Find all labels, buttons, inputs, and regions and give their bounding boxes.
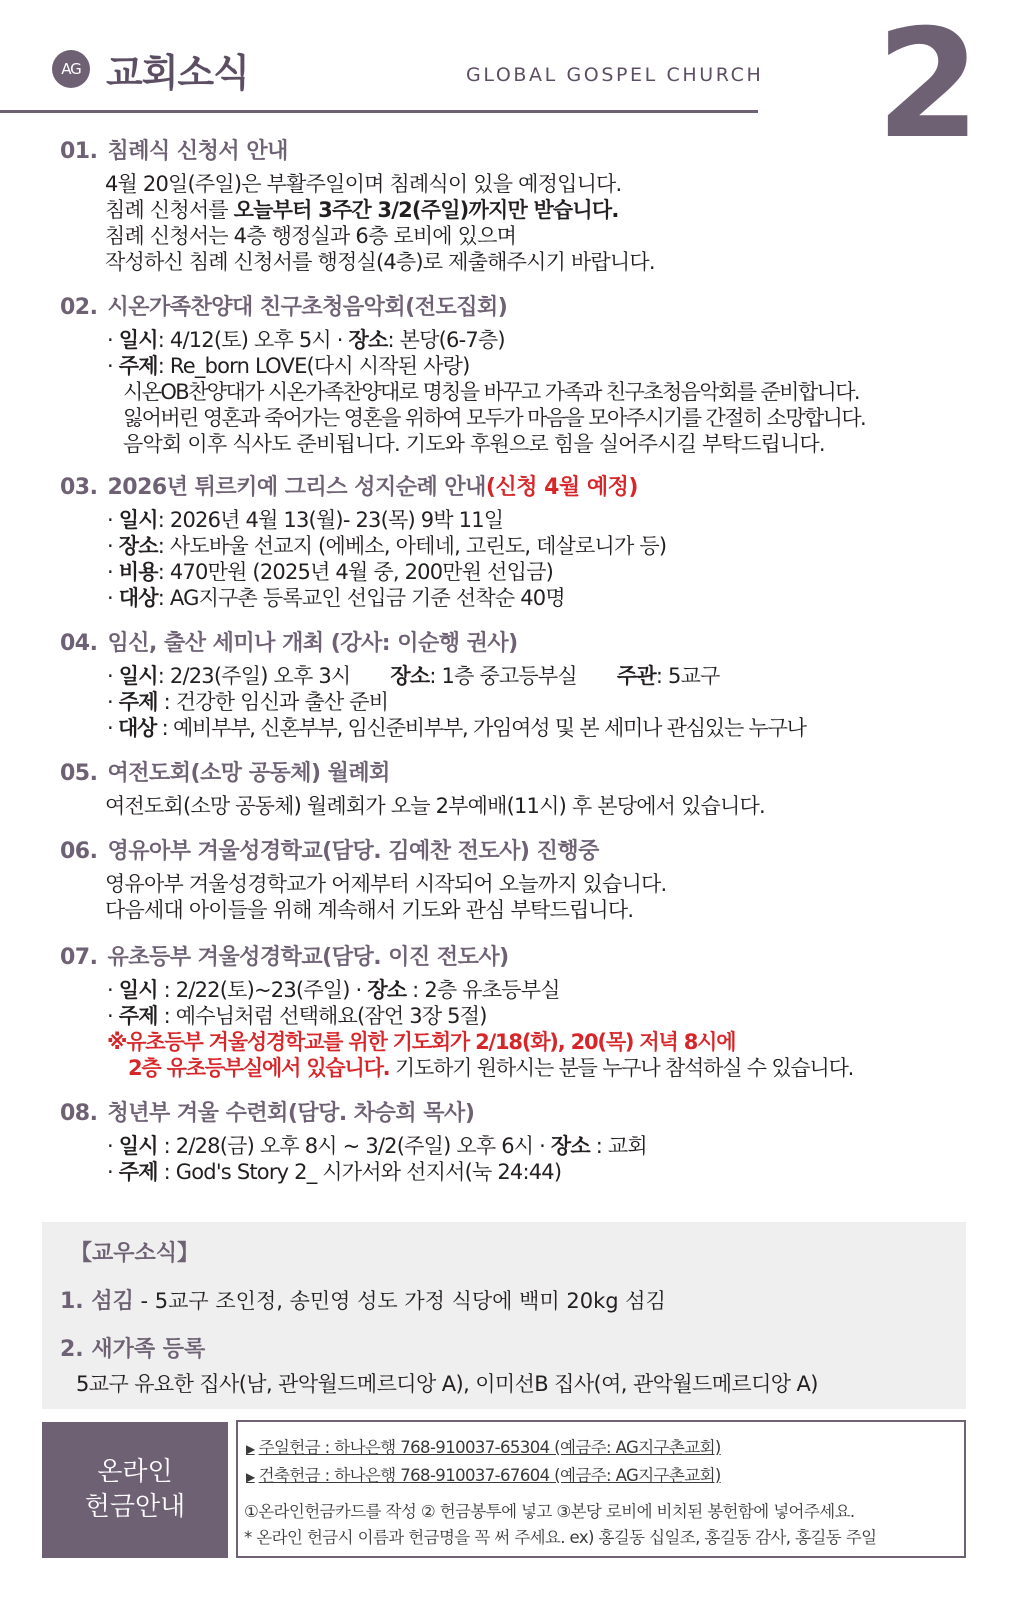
bold-text: 일시	[118, 1134, 158, 1158]
text-span: : 예비부부, 신혼부부, 임신준비부부, 가임여성 및 본 세미나 관심있는 누구나	[156, 716, 806, 740]
section-number: 01.	[60, 139, 98, 164]
section-line: 음악회 이후 식사도 준비됩니다. 기도와 후원으로 힘을 실어주시길 부탁드립니다.	[123, 432, 825, 456]
section-line: · 일시 : 2/28(금) 오후 8시 ~ 3/2(주일) 오후 6시 · 장소 : 교회	[107, 1134, 647, 1158]
text-span: : 470만원 (2025년 4월 중, 200만원 선입금)	[157, 560, 553, 584]
member-news-text: 5교구 유요한 집사(남, 관악월드메르디앙 A), 이미선B 집사(여, 관악월드메르디앙 A)	[76, 1372, 818, 1396]
text-span: : Re_born LOVE(다시 시작된 사랑)	[157, 354, 470, 378]
text-span: : AG지구촌 등록교인 선입금 기준 선착순 40명	[157, 586, 565, 610]
section-number: 07.	[60, 945, 98, 970]
section-line: · 대상: AG지구촌 등록교인 선입금 기준 선착순 40명	[107, 586, 565, 610]
section-heading-03	[60, 470, 638, 501]
church-logo: AG	[52, 50, 90, 88]
section-title: 영유아부 겨울성경학교(담당. 김예찬 전도사) 진행중	[107, 839, 599, 864]
member-news-title: 【교우소식】	[70, 1241, 200, 1266]
text-span: : 예수님처럼 선택해요(잠언 3장 5절)	[157, 1004, 487, 1028]
bold-text: 장소	[550, 1134, 590, 1158]
bold-text: 일시	[118, 664, 158, 688]
section-line: · 주제 : 예수님처럼 선택해요(잠언 3장 5절)	[107, 1004, 487, 1028]
bold-text: 주제	[118, 690, 158, 714]
bold-text: 장소	[390, 664, 430, 688]
news-heading: 1. 섬김	[60, 1289, 134, 1314]
text-span: : 사도바울 선교지 (에베소, 아테네, 고린도, 데살로니가 등)	[157, 534, 667, 558]
text-span: ·	[107, 354, 119, 378]
member-news-heading: 2. 새가족 등록	[60, 1337, 206, 1362]
text-span: : 1층 중고등부실	[429, 664, 577, 688]
text-span: : 본당(6-7층)	[387, 328, 505, 352]
text-span: : 2/23(주일) 오후 3시	[157, 664, 351, 688]
red-text: 2층 유초등부실에서 있습니다.	[128, 1056, 390, 1080]
text-span: ·	[107, 328, 119, 352]
bold-text: 주관	[616, 664, 656, 688]
text-span: : 2026년 4월 13(월)- 23(목) 9박 11일	[157, 508, 504, 532]
section-number: 06.	[60, 839, 98, 864]
section-line: 4월 20일(주일)은 부활주일이며 침례식이 있을 예정입니다.	[105, 172, 622, 196]
text-span: : 교회	[589, 1134, 647, 1158]
giving-note: * 온라인 헌금시 이름과 헌금명을 꼭 써 주세요. ex) 홍길동 십일조, 홍길동 감사, 홍길동 주일	[244, 1528, 877, 1547]
section-line: 시온OB찬양대가 시온가족찬양대로 명칭을 바꾸고 가족과 친구초청음악회를 준비합니다.	[123, 380, 859, 404]
text-span: : 2층 유초등부실	[406, 978, 560, 1002]
section-line: · 일시 : 2/22(토)~23(주일) · 장소 : 2층 유초등부실	[107, 978, 560, 1002]
bold-text: 주제	[118, 1004, 158, 1028]
section-line: · 주제 : 건강한 임신과 출산 준비	[107, 690, 389, 714]
member-news-item	[60, 1284, 666, 1315]
bold-text: 오늘부터 3주간 3/2(주일)까지만 받습니다.	[233, 198, 619, 222]
bold-text: 비용	[118, 560, 158, 584]
section-number: 02.	[60, 295, 98, 320]
header-divider	[0, 110, 758, 113]
triangle-icon: ▶	[246, 1470, 255, 1484]
section-notice: ※유초등부 겨울성경학교를 위한 기도회가 2/18(화), 20(목) 저녁 8시에	[107, 1030, 736, 1054]
account-line	[246, 1434, 721, 1458]
section-title: 시온가족찬양대 친구초청음악회(전도집회)	[107, 295, 508, 320]
text-span: : 4/12(토) 오후 5시 ·	[157, 328, 349, 352]
bold-text: 주제	[118, 354, 158, 378]
text-span: : 2/28(금) 오후 8시 ~ 3/2(주일) 오후 6시 ·	[157, 1134, 551, 1158]
bold-text: 대상	[118, 586, 158, 610]
text-span: 침례 신청서를	[105, 198, 234, 222]
section-number: 04.	[60, 631, 98, 656]
bold-text: 장소	[348, 328, 388, 352]
section-title: 유초등부 겨울성경학교(담당. 이진 전도사)	[107, 945, 509, 970]
bold-text: 대상	[117, 716, 157, 740]
text-span: : God's Story 2_ 시가서와 선지서(눅 24:44)	[157, 1160, 562, 1184]
section-line: 잃어버린 영혼과 죽어가는 영혼을 위하여 모두가 마음을 모아주시기를 간절히 소망합니다.	[123, 406, 866, 430]
church-name: GLOBAL GOSPEL CHURCH	[466, 64, 764, 86]
giving-note: ①온라인헌금카드를 작성 ② 헌금봉투에 넣고 ③본당 로비에 비치된 봉헌함에 넣어주세요.	[244, 1502, 855, 1521]
section-line: · 주제 : God's Story 2_ 시가서와 선지서(눅 24:44)	[107, 1160, 562, 1184]
section-line: · 비용: 470만원 (2025년 4월 중, 200만원 선입금)	[107, 560, 553, 584]
page-number: 2	[876, 0, 981, 172]
section-number: 03.	[60, 475, 98, 500]
news-text: - 5교구 조인정, 송민영 성도 가정 식당에 백미 20kg 섬김	[133, 1289, 666, 1313]
section-line: 영유아부 겨울성경학교가 어제부터 시작되어 오늘까지 있습니다.	[105, 872, 667, 896]
online-giving-label	[42, 1422, 228, 1558]
section-heading-06	[60, 834, 599, 865]
triangle-icon: ▶	[246, 1442, 255, 1456]
section-title: 청년부 겨울 수련회(담당. 차승희 목사)	[107, 1101, 475, 1126]
account-text: 주일헌금 : 하나은행 768-910037-65304 (예금주: AG지구촌교회)	[258, 1438, 721, 1457]
section-heading-01	[60, 134, 288, 165]
section-line: 침례 신청서는 4층 행정실과 6층 로비에 있으며	[105, 224, 517, 248]
section-title: 2026년 튀르키예 그리스 성지순례 안내	[107, 475, 486, 500]
section-number: 08.	[60, 1101, 98, 1126]
section-line: 여전도회(소망 공동체) 월례회가 오늘 2부예배(11시) 후 본당에서 있습니다.	[105, 794, 765, 818]
section-line: · 일시: 2/23(주일) 오후 3시 장소: 1층 중고등부실 주관: 5교구	[107, 664, 720, 688]
section-heading-07	[60, 940, 509, 971]
section-heading-08	[60, 1096, 474, 1127]
bold-text: 장소	[367, 978, 407, 1002]
section-heading-04	[60, 626, 518, 657]
bold-text: 일시	[118, 978, 158, 1002]
text-span: : 건강한 임신과 출산 준비	[157, 690, 389, 714]
section-title: 침례식 신청서 안내	[107, 139, 288, 164]
bold-text: 일시	[118, 328, 158, 352]
section-line: 작성하신 침례 신청서를 행정실(4층)로 제출해주시기 바랍니다.	[105, 250, 655, 274]
bold-text: 주제	[118, 1160, 158, 1184]
section-title-highlight: (신청 4월 예정)	[485, 475, 638, 500]
giving-label-line: 온라인	[97, 1456, 173, 1487]
section-number: 05.	[60, 761, 98, 786]
page-title: 교회소식	[106, 51, 249, 95]
section-heading-05	[60, 756, 390, 787]
section-line: · 일시: 2026년 4월 13(월)- 23(목) 9박 11일	[107, 508, 504, 532]
section-notice	[128, 1052, 853, 1082]
text-span: : 5교구	[655, 664, 720, 688]
section-title: 여전도회(소망 공동체) 월례회	[107, 761, 390, 786]
section-heading-02	[60, 290, 507, 321]
section-line: · 장소: 사도바울 선교지 (에베소, 아테네, 고린도, 데살로니가 등)	[107, 534, 667, 558]
section-line: 다음세대 아이들을 위해 계속해서 기도와 관심 부탁드립니다.	[105, 898, 634, 922]
bold-text: 일시	[118, 508, 158, 532]
section-title: 임신, 출산 세미나 개최 (강사: 이순행 권사)	[107, 631, 518, 656]
giving-label-line: 헌금안내	[84, 1492, 186, 1522]
text-span: 기도하기 원하시는 분들 누구나 참석하실 수 있습니다.	[389, 1056, 854, 1080]
account-text: 건축헌금 : 하나은행 768-910037-67604 (예금주: AG지구촌교회)	[258, 1466, 721, 1485]
section-line: · 대상 : 예비부부, 신혼부부, 임신준비부부, 가임여성 및 본 세미나 관심있는 누구나	[107, 716, 806, 740]
account-line	[246, 1462, 721, 1486]
text-span: : 2/22(토)~23(주일) ·	[157, 978, 368, 1002]
bold-text: 장소	[118, 534, 158, 558]
